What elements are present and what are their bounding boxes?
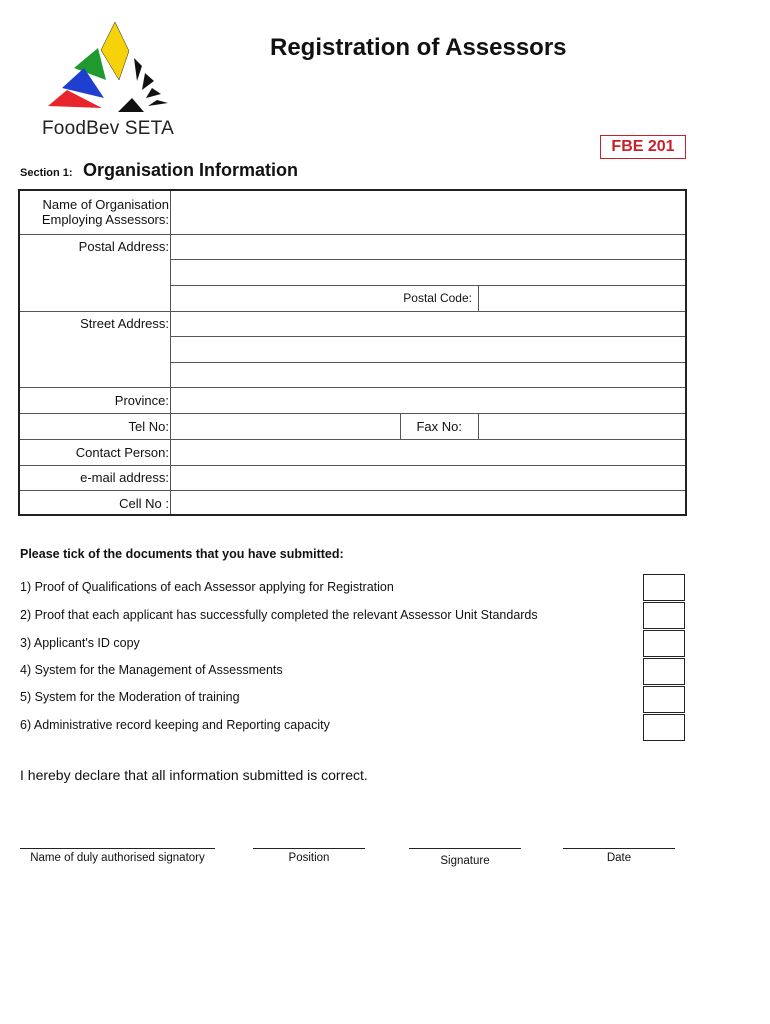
date-line[interactable] <box>563 848 675 849</box>
checkbox-document-6[interactable] <box>643 714 685 741</box>
street-address-line3-field[interactable] <box>171 363 685 387</box>
declaration-text: I hereby declare that all information submitted is correct. <box>20 767 368 783</box>
section-title: Organisation Information <box>83 160 299 180</box>
postal-address-label: Postal Address: <box>78 239 169 254</box>
cell-field[interactable] <box>171 491 685 514</box>
checkbox-document-3[interactable] <box>643 630 685 657</box>
email-label: e-mail address: <box>80 470 169 485</box>
signature-label: Signature <box>440 855 490 867</box>
documents-heading: Please tick of the documents that you have submitted: <box>20 547 344 561</box>
fax-label: Fax No: <box>416 419 462 434</box>
contact-person-label: Contact Person: <box>75 445 169 460</box>
position-line[interactable] <box>253 848 365 849</box>
tel-field[interactable] <box>171 414 400 439</box>
postal-address-line3-field[interactable] <box>171 286 400 311</box>
cell-label: Cell No : <box>119 496 169 511</box>
postal-code-field[interactable] <box>479 286 685 311</box>
org-name-label-line1: Name of Organisation <box>42 197 169 212</box>
document-item-2: 2) Proof that each applicant has successfully completed the relevant Assessor Unit Standards <box>20 608 538 622</box>
position-label: Position <box>288 852 330 864</box>
document-item-3: 3) Applicant's ID copy <box>20 636 140 650</box>
form-code-badge: FBE 201 <box>600 135 686 159</box>
postal-code-label: Postal Code: <box>403 291 472 305</box>
checkbox-document-5[interactable] <box>643 686 685 713</box>
org-name-field[interactable] <box>171 191 685 234</box>
street-address-label: Street Address: <box>80 316 169 331</box>
brand-name: FoodBev SETA <box>42 118 174 139</box>
foodbev-seta-logo <box>40 18 190 118</box>
checkbox-document-1[interactable] <box>643 574 685 601</box>
postal-address-line1-field[interactable] <box>171 235 685 259</box>
document-item-6: 6) Administrative record keeping and Reporting capacity <box>20 718 330 732</box>
postal-address-line2-field[interactable] <box>171 260 685 285</box>
document-item-5: 5) System for the Moderation of training <box>20 690 240 704</box>
org-name-label-line2: Employing Assessors: <box>41 212 169 227</box>
document-item-1: 1) Proof of Qualifications of each Assessor applying for Registration <box>20 580 394 594</box>
checkbox-document-2[interactable] <box>643 602 685 629</box>
date-label: Date <box>606 852 632 864</box>
signatory-line[interactable] <box>20 848 215 849</box>
tel-label: Tel No: <box>128 419 169 434</box>
street-address-line2-field[interactable] <box>171 337 685 362</box>
province-label: Province: <box>114 393 169 408</box>
signature-line[interactable] <box>409 848 521 849</box>
document-item-4: 4) System for the Management of Assessments <box>20 663 283 677</box>
email-field[interactable] <box>171 466 685 490</box>
checkbox-document-4[interactable] <box>643 658 685 685</box>
signatory-label: Name of duly authorised signatory <box>30 852 205 864</box>
page-title: Registration of Assessors <box>270 34 567 61</box>
organisation-form <box>18 189 687 516</box>
section-label: Section 1: <box>20 167 73 179</box>
contact-person-field[interactable] <box>171 440 685 465</box>
province-field[interactable] <box>171 388 685 413</box>
street-address-line1-field[interactable] <box>171 312 685 336</box>
fax-field[interactable] <box>479 414 685 439</box>
